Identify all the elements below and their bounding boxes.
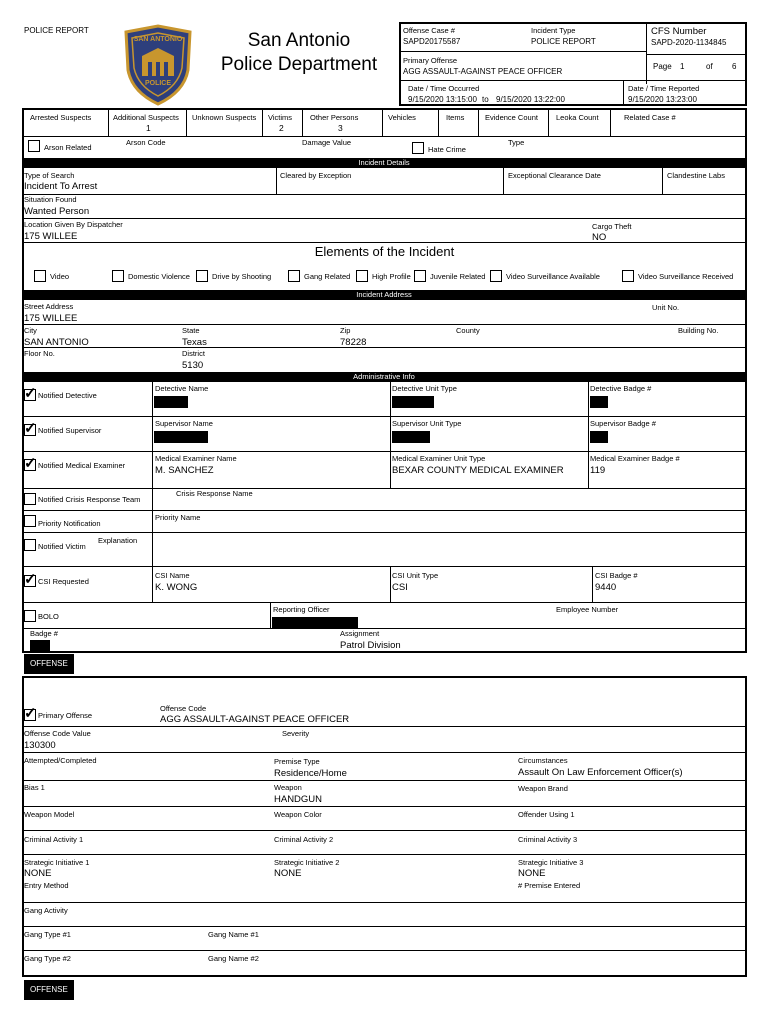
page-total: 6 [732,62,737,71]
offense-tab[interactable]: OFFENSE [24,654,74,674]
csi-badge-label: CSI Badge # [595,571,638,580]
page-of-label: of [706,62,713,71]
csi-unit-value: CSI [392,582,408,593]
report-label: POLICE REPORT [24,26,89,35]
weapon-label: Weapon [274,783,302,792]
other-persons-value: 3 [338,123,343,133]
checkmark-icon: ✓ [24,385,37,402]
exceptional-clearance-label: Exceptional Clearance Date [508,171,601,180]
entry-method-label: Entry Method [24,881,69,890]
juvenile-label: Juvenile Related [430,272,486,281]
notified-medical-examiner-label: Notified Medical Examiner [38,461,126,470]
video-surveillance-available-checkbox[interactable] [490,270,502,282]
bolo-checkbox[interactable] [24,610,36,622]
drive-by-label: Drive by Shooting [212,272,272,281]
incident-type-label: Incident Type [531,26,576,35]
hate-crime-checkbox[interactable] [412,142,424,154]
administrative-info-bar: Administrative Info [22,372,746,382]
redacted-badge-number [30,640,50,652]
csi-name-label: CSI Name [155,571,190,580]
priority-notification-label: Priority Notification [38,519,101,528]
criminal-activity-1-label: Criminal Activity 1 [24,835,84,844]
redacted-supervisor-unit [392,431,430,443]
checkmark-icon: ✓ [24,420,37,437]
offense-case-value: SAPD20175587 [403,37,461,46]
cargo-theft-label: Cargo Theft [592,222,632,231]
notified-victim-checkbox[interactable] [24,539,36,551]
gang-related-checkbox[interactable] [288,270,300,282]
elements-title: Elements of the Incident [314,244,455,259]
video-label: Video [50,272,70,281]
explanation-label: Explanation [98,536,138,545]
type-label: Type [508,138,525,147]
notified-detective-label: Notified Detective [38,391,97,400]
detective-unit-label: Detective Unit Type [392,384,457,393]
juvenile-checkbox[interactable] [414,270,426,282]
assignment-value: Patrol Division [340,640,401,651]
high-profile-label: High Profile [372,272,411,281]
premise-type-value: Residence/Home [274,768,347,779]
me-name-value: M. SANCHEZ [155,465,214,476]
priority-name-label: Priority Name [155,513,201,522]
detective-badge-label: Detective Badge # [590,384,652,393]
detective-name-label: Detective Name [155,384,209,393]
notified-crisis-label: Notified Crisis Response Team [38,495,141,504]
occurred-to-label: to [482,95,489,104]
zip-value: 78228 [340,337,367,348]
offense-code-value: AGG ASSAULT-AGAINST PEACE OFFICER [160,714,350,725]
gang-name-1-label: Gang Name #1 [208,930,259,939]
location-dispatch-value: 175 WILLEE [24,231,78,242]
domestic-violence-label: Domestic Violence [128,272,190,281]
building-number-label: Building No. [678,326,719,335]
primary-offense-label: Primary Offense [403,56,458,65]
district-label: District [182,349,205,358]
police-badge-logo [120,24,196,106]
video-surveillance-available-label: Video Surveillance Available [506,272,600,281]
high-profile-checkbox[interactable] [356,270,368,282]
csi-name-value: K. WONG [155,582,198,593]
weapon-model-label: Weapon Model [24,810,75,819]
cargo-theft-value: NO [592,232,607,243]
primary-offense-label: Primary Offense [38,711,93,720]
city-value: SAN ANTONIO [24,337,89,348]
cfs-value: SAPD-2020-1134845 [651,38,727,47]
cleared-by-exception-label: Cleared by Exception [280,171,352,180]
csi-badge-value: 9440 [595,582,617,593]
occurred-from: 9/15/2020 13:15:00 [408,95,477,104]
severity-label: Severity [282,729,310,738]
redacted-supervisor-name [154,431,208,443]
strategic-initiative-3-label: Strategic Initiative 3 [518,858,584,867]
state-value: Texas [182,337,207,348]
occurred-label: Date / Time Occurred [408,84,480,93]
street-address-value: 175 WILLEE [24,313,78,324]
weapon-color-label: Weapon Color [274,810,322,819]
me-name-label: Medical Examiner Name [155,454,237,463]
district-value: 5130 [182,360,204,371]
csi-requested-label: CSI Requested [38,577,89,586]
reported-value: 9/15/2020 13:23:00 [628,95,697,104]
criminal-activity-3-label: Criminal Activity 3 [518,835,578,844]
offense-frame [22,676,747,977]
additional-suspects-value: 1 [146,123,151,133]
reported-label: Date / Time Reported [628,84,700,93]
hate-crime-label: Hate Crime [428,145,466,154]
cfs-label: CFS Number [651,26,707,37]
additional-suspects-label: Additional Suspects [113,113,179,122]
supervisor-badge-label: Supervisor Badge # [590,419,656,428]
arrested-suspects-label: Arrested Suspects [30,113,92,122]
reporting-officer-label: Reporting Officer [273,605,330,614]
occurred-to: 9/15/2020 13:22:00 [496,95,565,104]
search-type-label: Type of Search [24,171,75,180]
zip-label: Zip [340,326,351,335]
strategic-initiative-1-label: Strategic Initiative 1 [24,858,90,867]
redacted-detective-name [154,396,188,408]
gang-activity-label: Gang Activity [24,906,68,915]
dept-name-line1: San Antonio [247,30,351,51]
offender-using-label: Offender Using 1 [518,810,575,819]
offense-tab-2[interactable]: OFFENSE [24,980,74,1000]
circumstances-label: Circumstances [518,756,568,765]
leoka-count-label: Leoka Count [556,113,599,122]
notified-supervisor-label: Notified Supervisor [38,426,102,435]
incident-details-bar: Incident Details [22,158,746,168]
csi-unit-label: CSI Unit Type [392,571,439,580]
supervisor-unit-label: Supervisor Unit Type [392,419,462,428]
situation-found-label: Situation Found [24,195,77,204]
clandestine-labs-label: Clandestine Labs [667,171,725,180]
offense-case-label: Offense Case # [403,26,455,35]
location-dispatch-label: Location Given By Dispatcher [24,220,123,229]
bolo-label: BOLO [38,612,59,621]
strategic-initiative-1-value: NONE [24,868,52,879]
state-label: State [182,326,200,335]
vehicles-label: Vehicles [388,113,416,122]
gang-type-1-label: Gang Type #1 [24,930,71,939]
badge-top-text: SAN ANTONIO [133,36,183,43]
page-label: Page [653,62,672,71]
drive-by-checkbox[interactable] [196,270,208,282]
me-badge-label: Medical Examiner Badge # [590,454,680,463]
priority-notification-checkbox[interactable] [24,515,36,527]
me-unit-label: Medical Examiner Unit Type [392,454,486,463]
incident-address-bar: Incident Address [22,290,746,300]
unit-number-label: Unit No. [652,303,680,312]
dept-name-line2: Police Department [220,54,378,75]
employee-number-label: Employee Number [556,605,619,614]
search-type-value: Incident To Arrest [24,181,98,192]
redacted-detective-unit [392,396,434,408]
gang-name-2-label: Gang Name #2 [208,954,259,963]
checkmark-icon: ✓ [24,455,37,472]
city-label: City [24,326,37,335]
checkmark-icon: ✓ [24,571,37,588]
domestic-violence-checkbox[interactable] [112,270,124,282]
supervisor-name-label: Supervisor Name [155,419,213,428]
arson-related-label: Arson Related [44,143,92,152]
me-unit-value: BEXAR COUNTY MEDICAL EXAMINER [392,465,564,476]
gang-related-label: Gang Related [304,272,351,281]
offense-code-value-number: 130300 [24,740,56,751]
victims-value: 2 [279,123,284,133]
weapon-value: HANDGUN [274,794,323,805]
checkmark-icon: ✓ [24,705,37,722]
me-badge-value: 119 [590,465,606,476]
bias-label: Bias 1 [24,783,45,792]
attempted-completed-label: Attempted/Completed [24,756,97,765]
incident-type-value: POLICE REPORT [531,37,596,46]
offense-code-label: Offense Code [160,704,207,713]
video-surveillance-received-label: Video Surveillance Received [638,272,734,281]
notified-crisis-checkbox[interactable] [24,493,36,505]
video-checkbox[interactable] [34,270,46,282]
situation-found-value: Wanted Person [24,206,90,217]
premise-entered-label: # Premise Entered [518,881,581,890]
crisis-name-label: Crisis Response Name [176,489,253,498]
offense-code-value-label: Offense Code Value [24,729,91,738]
strategic-initiative-2-value: NONE [274,868,302,879]
unknown-suspects-label: Unknown Suspects [192,113,257,122]
primary-offense-value: AGG ASSAULT-AGAINST PEACE OFFICER [403,67,563,76]
floor-number-label: Floor No. [24,349,55,358]
badge-number-label: Badge # [30,629,58,638]
video-surveillance-received-checkbox[interactable] [622,270,634,282]
notified-victim-label: Notified Victim [38,542,86,551]
damage-value-label: Damage Value [302,138,352,147]
strategic-initiative-3-value: NONE [518,868,546,879]
circumstances-value: Assault On Law Enforcement Officer(s) [518,767,683,778]
county-label: County [456,326,480,335]
related-case-label: Related Case # [624,113,676,122]
criminal-activity-2-label: Criminal Activity 2 [274,835,334,844]
victims-label: Victims [268,113,293,122]
assignment-label: Assignment [340,629,380,638]
arson-code-label: Arson Code [126,138,166,147]
other-persons-label: Other Persons [310,113,359,122]
street-address-label: Street Address [24,302,74,311]
page-number: 1 [680,62,685,71]
gang-type-2-label: Gang Type #2 [24,954,71,963]
arson-related-checkbox[interactable] [28,140,40,152]
strategic-initiative-2-label: Strategic Initiative 2 [274,858,340,867]
weapon-brand-label: Weapon Brand [518,784,568,793]
premise-type-label: Premise Type [274,757,320,766]
redacted-detective-badge [590,396,608,408]
evidence-count-label: Evidence Count [485,113,538,122]
redacted-supervisor-badge [590,431,608,443]
items-label: Items [446,113,465,122]
badge-bottom-text: POLICE [144,80,172,87]
